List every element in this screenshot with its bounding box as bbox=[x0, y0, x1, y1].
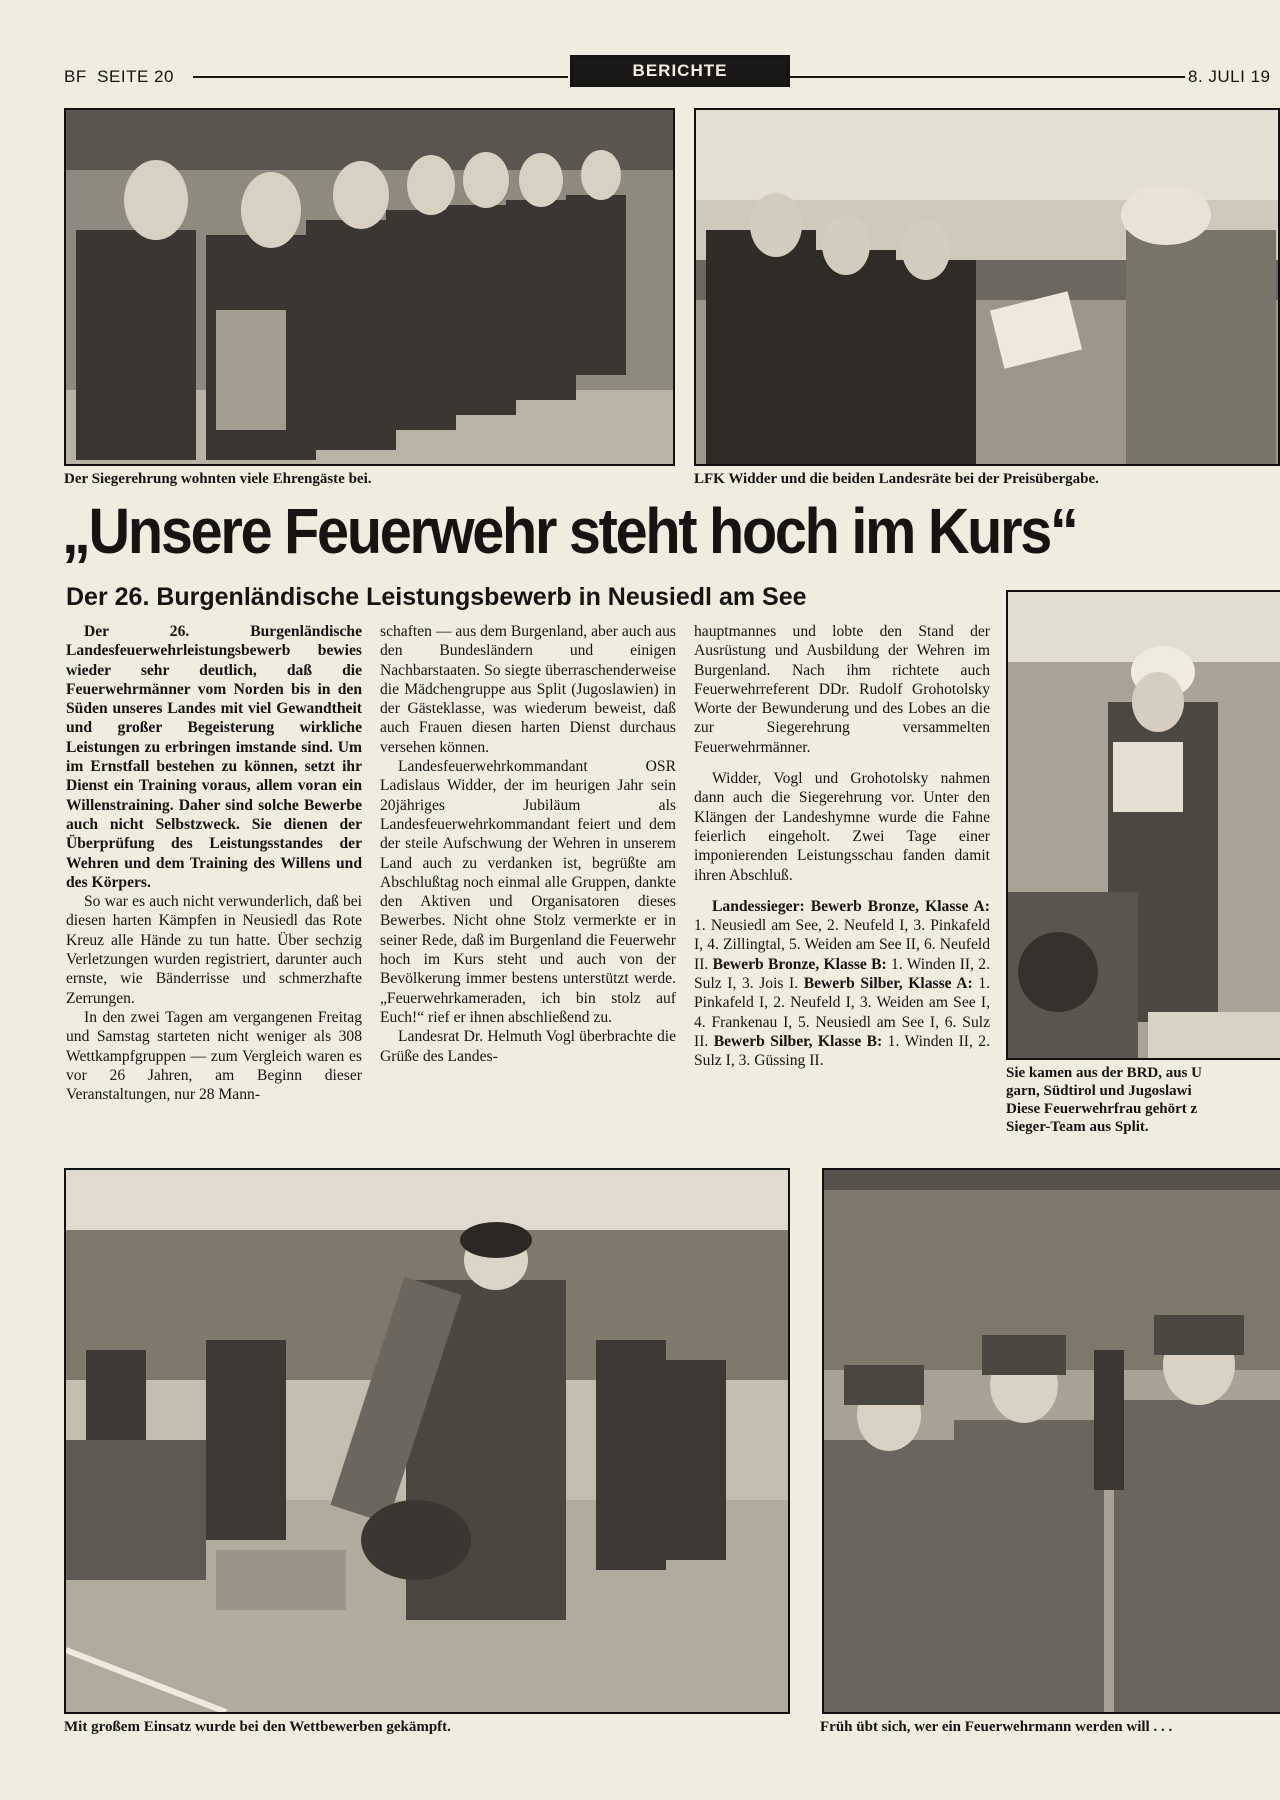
paragraph: hauptmannes und lobte den Stand der Ausrüstung und Ausbildung der Wehren im Burgenland. Nach ihm richtete auch Feuerwehrreferent DDr. Rudolf Grohotolsky Worte der Bewunderung und des Lobes an die zur Siegerehrung versammelten Feuerwehrmänner. bbox=[694, 623, 990, 756]
caption-firewoman bbox=[1006, 1064, 1280, 1136]
article-column-2 bbox=[380, 622, 676, 1066]
header-rule-right bbox=[790, 76, 1185, 78]
caption-firewoman-line-4: Sieger-Team aus Split. bbox=[1006, 1119, 1149, 1135]
photo-award bbox=[694, 108, 1280, 466]
results-text: 1. Winden II, 2. Sulz I, 3. Jois I. bbox=[694, 955, 990, 993]
paragraph: Widder, Vogl und Grohotolsky nahmen dann auch die Siegerehrung vor. Unter den Klängen der Landeshymne wurde die Fahne feierlich eingeholt. Zwei Tage einer imponierenden Leistungsschau fanden damit ihren Abschluß. bbox=[694, 770, 990, 884]
photo-guests bbox=[64, 108, 675, 466]
paragraph: schaften — aus dem Burgenland, aber auch aus den Bundesländern und einigen Nachbarstaaten. So siegte überraschenderweise die Mädchengruppe aus Split (Jugoslawien) in der Gästeklasse, was wiederum beweist, daß auch Frauen diesen harten Dienst durchaus versehen können. bbox=[380, 623, 676, 756]
results-text: 1. Neusiedl am See, 2. Neufeld I, 3. Pinkafeld I, 4. Zillingtal, 5. Weiden am See II, 6. Neufeld II. bbox=[694, 917, 990, 973]
article-column-1 bbox=[66, 622, 362, 1104]
caption-guests: Der Siegerehrung wohnten viele Ehrengäste bei. bbox=[64, 471, 372, 487]
paragraph: Landesfeuerwehrkommandant OSR Ladislaus Widder, der im heurigen Jahr sein 20jähriges Jubiläum als Landesfeuerwehrkommandant feiert und dem der steile Aufschwung der Wehren in unserem Land auch zu verdanken ist, begrüßte am Abschlußtag noch einmal alle Gruppen, dankte den Aktiven und Organisatoren dieses Bewerbes. Nicht ohne Stolz vermerkte er in seiner Rede, daß im Burgenland die Feuerwehr hoch im Kurs steht und auch von der Bevölkerung immer bestens unterstützt werde. „Feuerwehrkameraden, ich bin stolz auf Euch!“ rief er ihnen abschließend zu. bbox=[380, 758, 676, 1026]
headline: „Unsere Feuerwehr steht hoch im Kurs“ bbox=[62, 495, 1077, 567]
caption-competition: Mit großem Einsatz wurde bei den Wettbewerben gekämpft. bbox=[64, 1719, 451, 1735]
header-rule-left bbox=[193, 76, 568, 78]
photo-competition bbox=[64, 1168, 790, 1714]
results-label: Bewerb Silber, Klasse A: bbox=[798, 975, 973, 993]
paragraph: In den zwei Tagen am vergangenen Freitag und Samstag starteten nicht weniger als 308 Wettkampfgruppen — zum Vergleich waren es vor 26 Jahren, am Beginn dieser Veranstaltungen, nur 28 Mann- bbox=[66, 1008, 362, 1104]
results-label: Bewerb Silber, Klasse B: bbox=[708, 1032, 883, 1050]
results-text: 1. Winden II, 2. Sulz I, 3. Güssing II. bbox=[694, 1032, 990, 1070]
caption-award: LFK Widder und die beiden Landesräte bei der Preisübergabe. bbox=[694, 471, 1099, 487]
results-text: 1. Pinkafeld I, 2. Neufeld I, 3. Weiden am See I, 4. Frankenau I, 5. Neusiedl am See I, 6. Sulz II. bbox=[694, 975, 991, 1050]
caption-children: Früh übt sich, wer ein Feuerwehrmann werden will . . . bbox=[820, 1719, 1173, 1735]
section-label: BERICHTE bbox=[570, 55, 790, 87]
photo-firewoman bbox=[1006, 590, 1280, 1060]
paragraph: So war es auch nicht verwunderlich, daß bei diesen harten Kämpfen in Neusiedl das Rote Kreuz alle Hände zu tun hatte. Über sechzig Verletzungen wurden registriert, darunter auch ernste, wie Bänderrisse und schmerzhafte Zerrungen. bbox=[66, 893, 362, 1007]
caption-firewoman-line-2: garn, Südtirol und Jugoslawi bbox=[1006, 1083, 1192, 1099]
subheadline: Der 26. Burgenländische Leistungsbewerb in Neusiedl am See bbox=[66, 583, 807, 611]
caption-firewoman-line-1: Sie kamen aus der BRD, aus U bbox=[1006, 1065, 1203, 1081]
article-column-3 bbox=[694, 622, 990, 1071]
photo-children bbox=[822, 1168, 1280, 1714]
issue-date: 8. JULI 19 bbox=[1188, 67, 1271, 86]
results-label: Bewerb Bronze, Klasse B: bbox=[708, 955, 887, 973]
results-list bbox=[694, 897, 990, 1071]
paragraph-intro: Der 26. Burgenländische Landesfeuerwehrleistungsbewerb bewies wieder sehr deutlich, daß die Feuerwehrmänner vom Norden bis in den Süden unseres Landes mit viel Gewandtheit und großer Begeisterung wirkliche Leistungen zu erbringen imstande sind. Um im Ernstfall bestehen zu können, setzt ihr Dienst ein Training voraus, allem voran ein Willenstraining. Daher sind solche Bewerbe auch nicht Selbstzweck. Sie dienen der Überprüfung des Leistungsstandes der Wehren und dem Training des Willens und des Körpers. bbox=[66, 623, 362, 891]
page-label: BF SEITE 20 bbox=[64, 67, 174, 86]
paragraph: Landesrat Dr. Helmuth Vogl überbrachte die Grüße des Landes- bbox=[380, 1028, 676, 1065]
caption-firewoman-line-3: Diese Feuerwehrfrau gehört z bbox=[1006, 1101, 1198, 1117]
results-label: Landessieger: Bewerb Bronze, Klasse A: bbox=[712, 897, 990, 915]
